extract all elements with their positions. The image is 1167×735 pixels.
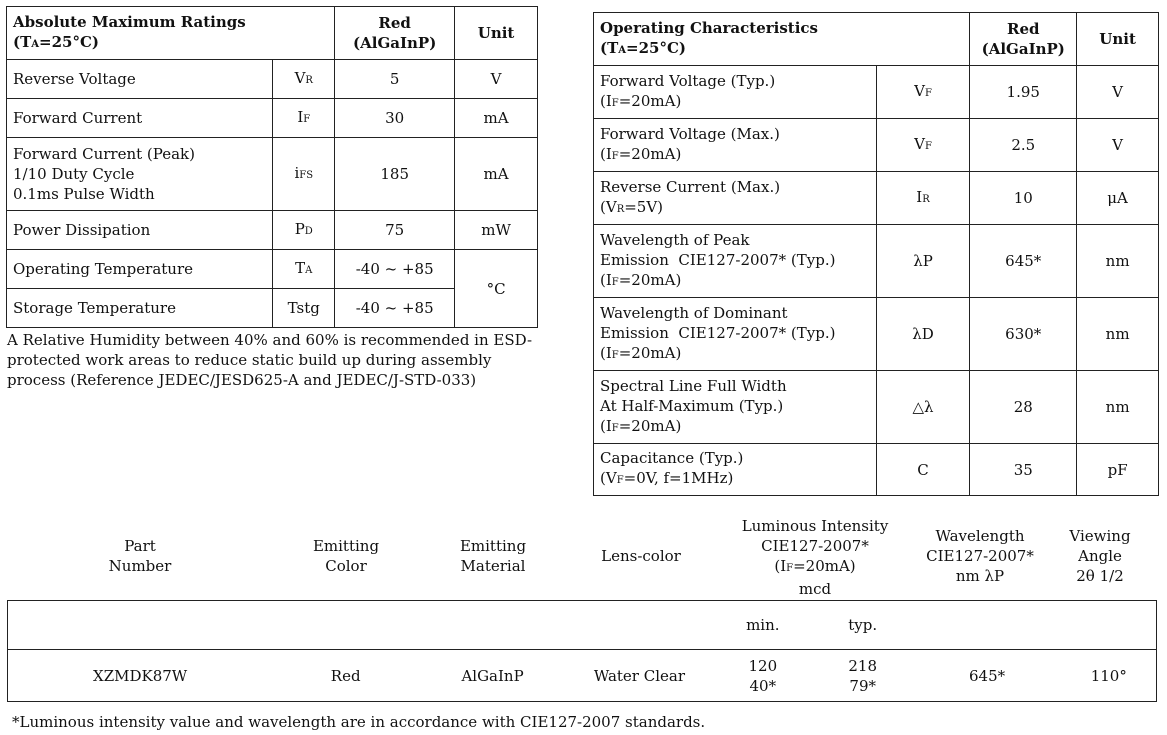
cell-emitting-color: Red <box>272 650 419 702</box>
abs-value: 75 <box>335 211 455 250</box>
op-unit: nm <box>1077 298 1159 371</box>
abs-col-red-1: Red <box>378 14 411 32</box>
op-param-line: At Half-Maximum (Typ.) <box>600 396 784 415</box>
header-lens-color: Lens-color <box>601 547 681 565</box>
op-param <box>594 371 877 444</box>
abs-symbol: TA <box>273 250 335 289</box>
abs-param: Forward Current <box>7 99 273 138</box>
abs-param: Reverse Voltage <box>7 60 273 99</box>
abs-value: 185 <box>335 138 455 211</box>
abs-col-red-2: (AlGaInP) <box>353 34 437 52</box>
op-title-cell <box>594 13 970 66</box>
abs-unit: mW <box>455 211 538 250</box>
op-param-line: Wavelength of Dominant <box>600 303 788 322</box>
op-symbol: λP <box>876 225 970 298</box>
abs-param: Operating Temperature <box>7 250 273 289</box>
abs-unit: mA <box>455 138 538 211</box>
op-value: 28 <box>970 371 1077 444</box>
abs-param: Storage Temperature <box>7 289 273 328</box>
cell-emitting-material: AlGaInP <box>419 650 566 702</box>
header-luminous-intensity: Luminous Intensity CIE127-2007* (IF=20mA) mcd <box>741 517 889 598</box>
op-param-line: Forward Voltage (Typ.) <box>600 71 776 90</box>
op-unit: pF <box>1077 444 1159 496</box>
abs-param <box>7 138 273 211</box>
absolute-max-ratings-table <box>6 6 538 328</box>
op-title: Operating Characteristics <box>600 18 819 37</box>
op-param-line: (IF=20mA) <box>600 343 682 362</box>
op-col-red <box>970 13 1077 66</box>
cell-part-number: XZMDK87W <box>8 650 273 702</box>
op-unit: μA <box>1077 172 1159 225</box>
op-param <box>594 298 877 371</box>
header-emitting-material: Emitting Material <box>459 537 527 575</box>
op-value: 35 <box>970 444 1077 496</box>
humidity-note: A Relative Humidity between 40% and 60% is recommended in ESD-protected work areas to reduce static build up during assembly process (Reference JEDEC/JESD625-A and JEDEC/J-STD-033) <box>7 331 533 389</box>
op-param-line: Emission CIE127-2007* (Typ.) <box>600 323 836 342</box>
op-param <box>594 444 877 496</box>
op-unit: V <box>1077 119 1159 172</box>
spec-subheader-blank-right <box>913 601 1157 650</box>
op-param-line: Emission CIE127-2007* (Typ.) <box>600 250 836 269</box>
op-param-line: (VF=0V, f=1MHz) <box>600 469 734 487</box>
abs-symbol: IF <box>273 99 335 138</box>
subheader-min: min. <box>713 601 813 650</box>
abs-value: -40 ~ +85 <box>335 250 455 289</box>
abs-value: -40 ~ +85 <box>335 289 455 328</box>
abs-title: Absolute Maximum Ratings <box>13 12 246 31</box>
op-col-red-1: Red <box>1007 20 1040 38</box>
header-viewing-angle: Viewing Angle 2θ 1/2 <box>1069 527 1131 585</box>
header-wavelength: Wavelength CIE127-2007* nm λP <box>926 527 1034 585</box>
cell-viewing-angle: 110° <box>1062 650 1157 702</box>
op-symbol: △λ <box>876 371 970 444</box>
abs-condition: (TA=25°C) <box>13 32 100 51</box>
abs-symbol: VR <box>273 60 335 99</box>
abs-param-line: Forward Current (Peak) <box>13 145 195 163</box>
op-condition: (TA=25°C) <box>600 38 687 57</box>
op-symbol: IR <box>876 172 970 225</box>
op-unit: nm <box>1077 371 1159 444</box>
op-param-line: Capacitance (Typ.) <box>600 449 744 467</box>
op-value: 10 <box>970 172 1077 225</box>
abs-col-red <box>335 7 455 60</box>
abs-unit: V <box>455 60 538 99</box>
abs-value: 30 <box>335 99 455 138</box>
op-param-line: Wavelength of Peak <box>600 230 750 249</box>
op-param-line: (IF=20mA) <box>600 144 682 163</box>
op-value: 1.95 <box>970 66 1077 119</box>
op-param-line: (VR=5V) <box>600 197 664 216</box>
op-param-line: (IF=20mA) <box>600 270 682 289</box>
abs-symbol: PD <box>273 211 335 250</box>
abs-param-line: 1/10 Duty Cycle <box>13 165 135 183</box>
op-col-red-2: (AlGaInP) <box>981 40 1065 58</box>
abs-param-line: 0.1ms Pulse Width <box>13 185 155 203</box>
op-param-line: Forward Voltage (Max.) <box>600 124 780 143</box>
op-symbol: VF <box>876 119 970 172</box>
op-value: 630* <box>970 298 1077 371</box>
part-spec-table <box>7 600 1157 702</box>
abs-unit: °C <box>455 250 538 328</box>
footnote: *Luminous intensity value and wavelength are in accordance with CIE127-2007 standards. <box>12 713 706 731</box>
op-param-line: (IF=20mA) <box>600 91 682 110</box>
operating-characteristics-table <box>593 12 1159 496</box>
header-part-number: Part Number <box>108 537 172 575</box>
abs-unit: mA <box>455 99 538 138</box>
cell-lum-min: 120 40* <box>713 650 813 702</box>
op-param-line: (IF=20mA) <box>600 416 682 435</box>
op-param <box>594 225 877 298</box>
op-param <box>594 119 877 172</box>
abs-symbol: Tstg <box>273 289 335 328</box>
op-symbol: VF <box>876 66 970 119</box>
cell-wavelength: 645* <box>913 650 1062 702</box>
subheader-typ: typ. <box>813 601 913 650</box>
abs-param: Power Dissipation <box>7 211 273 250</box>
cell-lens-color: Water Clear <box>566 650 713 702</box>
spec-subheader-blank <box>8 601 713 650</box>
op-param-line: Spectral Line Full Width <box>600 376 787 395</box>
op-value: 2.5 <box>970 119 1077 172</box>
op-col-unit: Unit <box>1077 13 1159 66</box>
op-value: 645* <box>970 225 1077 298</box>
op-param-line: Reverse Current (Max.) <box>600 177 781 196</box>
abs-col-unit: Unit <box>455 7 538 60</box>
abs-value: 5 <box>335 60 455 99</box>
op-unit: nm <box>1077 225 1159 298</box>
cell-lum-typ: 218 79* <box>813 650 913 702</box>
op-symbol: λD <box>876 298 970 371</box>
op-symbol: C <box>876 444 970 496</box>
op-unit: V <box>1077 66 1159 119</box>
op-param <box>594 172 877 225</box>
abs-title-cell <box>7 7 335 60</box>
header-emitting-color: Emitting Color <box>312 537 380 575</box>
op-param <box>594 66 877 119</box>
abs-symbol: iFS <box>273 138 335 211</box>
